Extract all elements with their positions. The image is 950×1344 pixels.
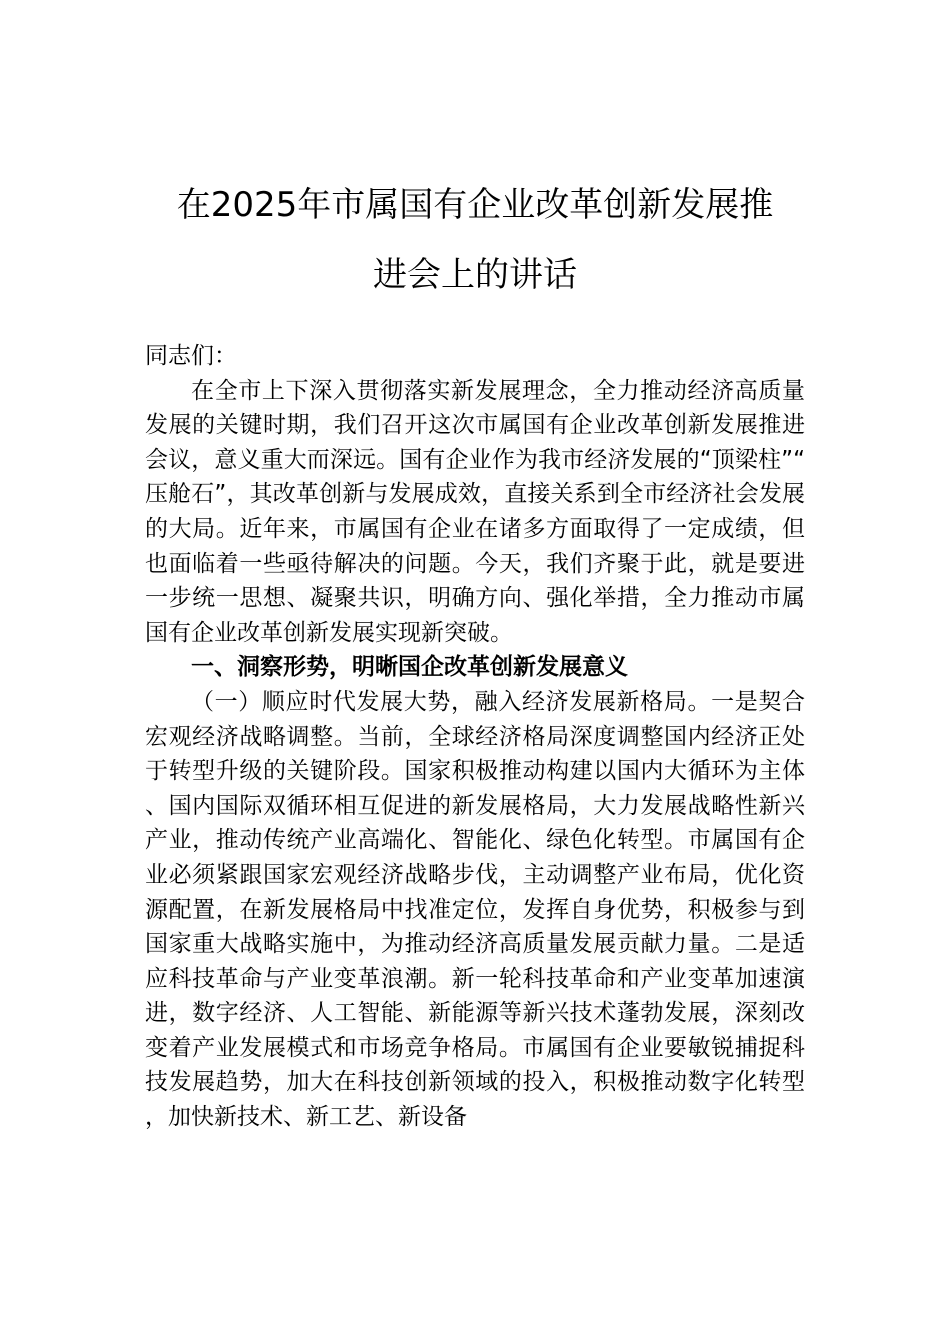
- section-1-paragraph: （一）顺应时代发展大势，融入经济发展新格局。一是契合宏观经济战略调整。当前，全球经济格局深度调整国内经济正处于转型升级的关键阶段。国家积极推动构建以国内大循环为主体、国内国际双循环相互促进的新发展格局，大力发展战略性新兴产业，推动传统产业高端化、智能化、绿色化转型。市属国有企业必须紧跟国家宏观经济战略步伐，主动调整产业布局，优化资源配置，在新发展格局中找准定位，发挥自身优势，积极参与到国家重大战略实施中，为推动经济高质量发展贡献力量。二是适应科技革命与产业变革浪潮。新一轮科技革命和产业变革加速演进，数字经济、人工智能、新能源等新兴技术蓬勃发展，深刻改变着产业发展模式和市场竞争格局。市属国有企业要敏锐捕捉科技发展趋势，加大在科技创新领域的投入，积极推动数字化转型，加快新技术、新工艺、新设备: [145, 688, 805, 1131]
- section-1-heading: 一、洞察形势，明晰国企改革创新发展意义: [191, 654, 628, 681]
- document-title: [120, 170, 830, 310]
- intro-paragraph: 在全市上下深入贯彻落实新发展理念，全力推动经济高质量发展的关键时期，我们召开这次市属国有企业改革创新发展推进会议，意义重大而深远。国有企业作为我市经济发展的“顶梁柱”“压舱石”，其改革创新与发展成效，直接关系到全市经济社会发展的大局。近年来，市属国有企业在诸多方面取得了一定成绩，但也面临着一些亟待解决的问题。今天，我们齐聚于此，就是要进一步统一思想、凝聚共识，明确方向、强化举措，全力推动市属国有企业改革创新发展实现新突破。: [145, 377, 805, 646]
- salutation: 同志们：: [145, 343, 237, 369]
- document-body: [145, 339, 805, 1135]
- title-line-2: 进会上的讲话: [373, 255, 577, 295]
- title-line-1: 在2025年市属国有企业改革创新发展推: [176, 185, 774, 225]
